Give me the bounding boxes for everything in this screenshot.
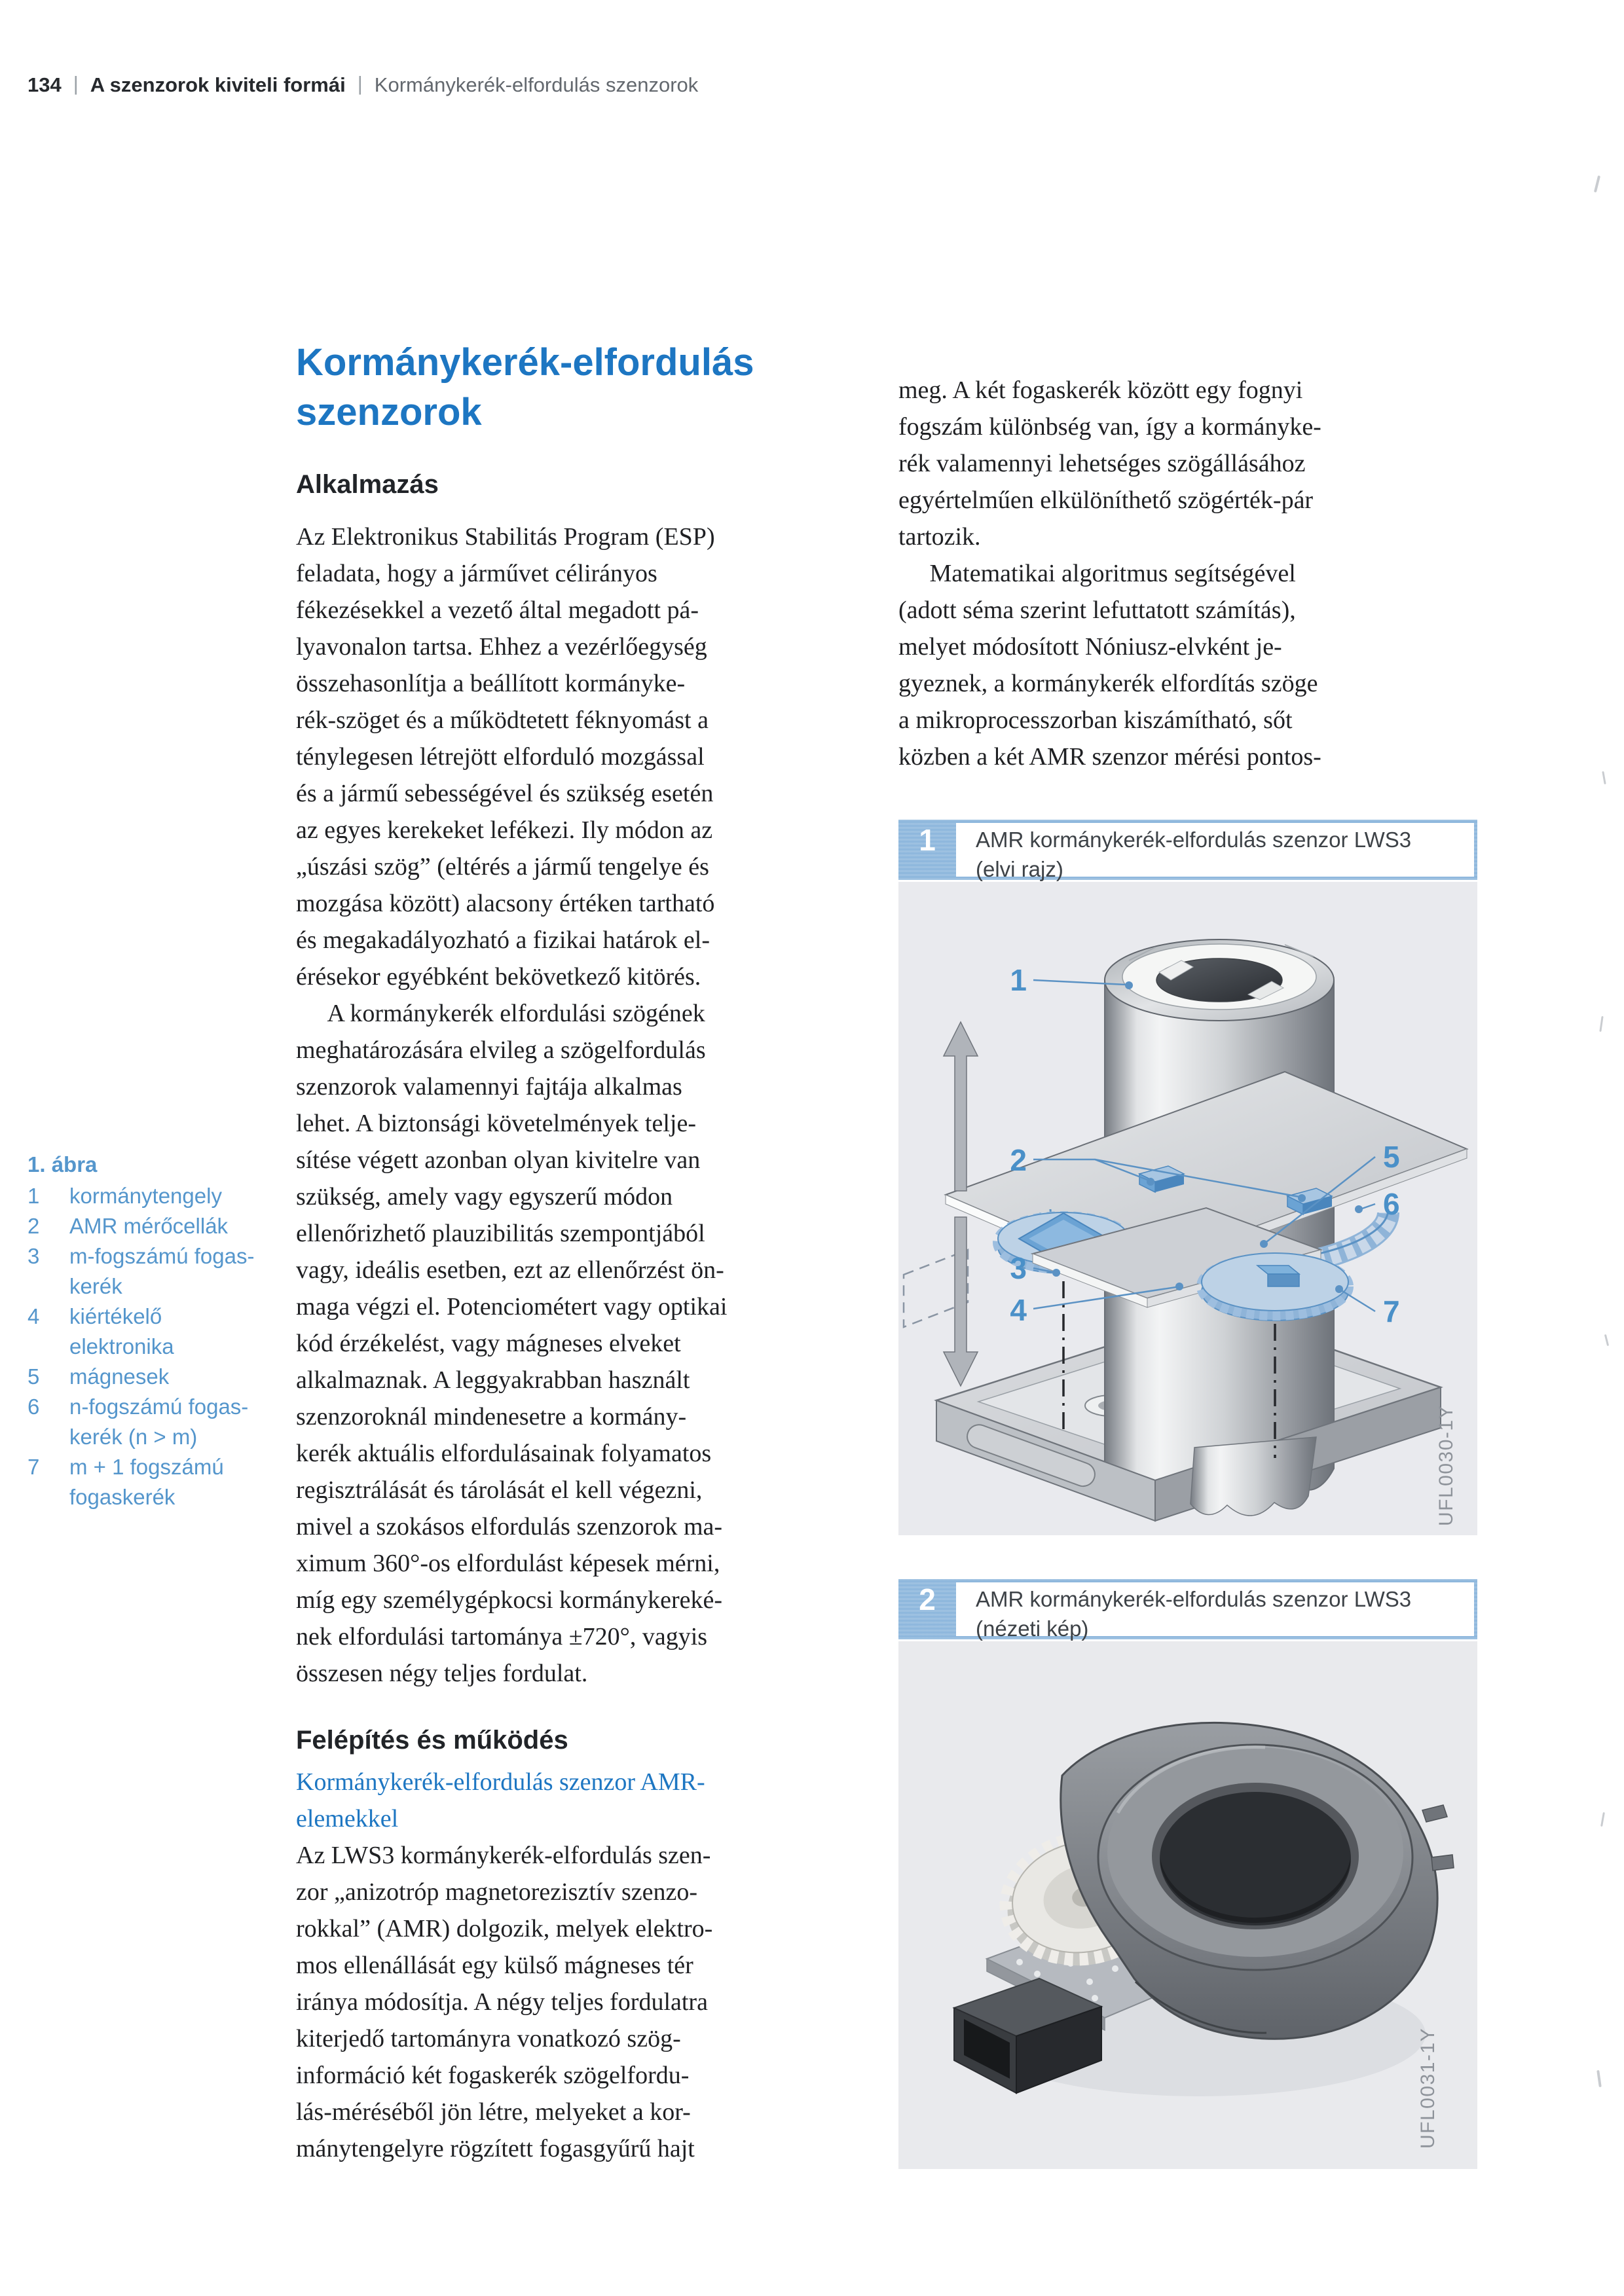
legend-num: 3 [28, 1244, 40, 1268]
legend-item [28, 1241, 283, 1302]
label-2: 2 [1010, 1143, 1027, 1177]
legend-num: 4 [28, 1304, 40, 1328]
header-divider-2: | [357, 72, 363, 95]
legend-item [28, 1211, 283, 1241]
legend-title: 1. ábra [28, 1152, 98, 1176]
section-title: Kormánykerék-elfordulás szenzorok [374, 73, 699, 96]
legend-item [28, 1452, 283, 1512]
figure-2-photo [898, 1579, 1477, 2169]
cylinder-stub [1190, 1437, 1316, 1516]
label-1: 1 [1010, 963, 1027, 997]
label-3: 3 [1010, 1251, 1027, 1285]
figure1-number: 1 [919, 823, 936, 857]
figure2-watermark: UFL0031-1Y [1417, 2027, 1439, 2149]
label-4: 4 [1010, 1293, 1027, 1327]
figure1-legend [28, 1150, 283, 1512]
legend-text: kiértékelő elektronika [69, 1304, 174, 1358]
heading-alkalmazas: Alkalmazás [296, 470, 439, 499]
chapter-title: A szenzorok kiviteli formái [90, 73, 346, 96]
figure1-caption-bar [898, 820, 1477, 880]
figure1-caption: AMR kormánykerék-elfordulás szenzor LWS3 (elvi rajz) [956, 823, 1474, 877]
label-6: 6 [1383, 1187, 1400, 1221]
legend-text: mágnesek [69, 1364, 170, 1389]
page-title: Kormánykerék-elfordulás szenzorok [296, 341, 754, 433]
legend-num: 2 [28, 1214, 40, 1238]
figure2-caption-bar [898, 1579, 1477, 1639]
scan-artifact [1599, 1016, 1603, 1032]
figure2-photo-area [898, 1641, 1477, 2169]
legend-num: 7 [28, 1455, 40, 1479]
subheading-blue: Kormánykerék-elfordulás szenzor AMR- elemekkel [296, 1768, 705, 1832]
label-7: 7 [1383, 1294, 1400, 1328]
scan-artifact [1596, 2070, 1602, 2087]
legend-text: n-fogszámú fogas- kerék (n > m) [69, 1394, 249, 1449]
scan-artifact [1600, 1812, 1605, 1827]
header-divider: | [73, 72, 79, 95]
label-5: 5 [1383, 1140, 1400, 1174]
running-head [28, 73, 698, 97]
legend-item [28, 1302, 283, 1362]
legend-text: m + 1 fogszámú fogaskerék [69, 1455, 224, 1509]
legend-text: kormánytengely [69, 1184, 222, 1208]
top-collar [1105, 939, 1334, 1021]
figure2-caption: AMR kormánykerék-elfordulás szenzor LWS3 (nézeti kép) [956, 1582, 1474, 1636]
legend-text: AMR mérőcellák [69, 1214, 229, 1238]
legend-item [28, 1181, 283, 1211]
scan-artifact [1604, 1334, 1609, 1346]
legend-item [28, 1362, 283, 1392]
figure1-drawing [898, 882, 1477, 1535]
sensor-photo-svg [898, 1641, 1477, 2169]
figure2-number: 2 [919, 1582, 936, 1616]
figure-1-schematic [898, 820, 1477, 1535]
legend-item [28, 1392, 283, 1452]
body-paragraph-lws3: Az LWS3 kormánykerék-elfordulás szen- zor „anizotróp magnetorezisztív szenzo- rokkal” (AMR) dolgozik, melyek elektro- mos ellenállását egy külső mágneses tér iránya módosítja. A négy teljes fordulatra kiterjedő tartományra vonatkozó szög- információ két fogaskerék szögelfordu- lás-méréséből jön létre, melyeket a kor- mánytengelyre rögzített fogasgyűrű hajt [296, 1842, 713, 2162]
heading-felepites: Felépítés és működés [296, 1726, 568, 1755]
schematic-drawing-svg [898, 882, 1477, 1535]
body-paragraphs-left: Az Elektronikus Stabilitás Program (ESP) feladata, hogy a járművet célirányos fékezésekkel a vezető által megadott pá- lyavonalon tartsa. Ehhez a vezérlőegység összehasonlítja a beállított kormányke- rék-szöget és a működtetett féknyomást a ténylegesen létrejött elforduló mozgással és a jármű sebességével és szükség esetén az egyes kerekeket lefékezi. Ily módon az „úszási szög” (eltérés a jármű tengelye és mozgása között) alacsony értéken tartható és megakadályozható a fizikai határok el- érésekor egyébként bekövetkező kitörés. A kormánykerék elfordulási szögének meghatározására elvileg a szögelfordulás szenzorok valamennyi fajtája alkalmas lehet. A biztonsági követelmények telje- sítése végett azonban olyan kivitelre van szükség, amely vagy egyszerű módon ellenőrizhető plauzibilitás szempontjából vagy, ideális esetben, ezt az ellenőrzést ön- maga végzi el. Potenciométert vagy optikai kód érzékelést, vagy mágneses elveket alkalmaznak. A leggyakrabban használt szenzoroknál mindenesetre a kormány- kerék aktuális elfordulásainak folyamatos regisztrálását és tárolását el kell végezni, mivel a szokásos elfordulás szenzorok ma- ximum 360°-os elfordulást képesek mérni, míg egy személygépkocsi kormánykereké- nek elfordulási tartománya ±720°, vagyis összesen négy teljes fordulat. [296, 523, 728, 1687]
scan-artifact [1602, 771, 1606, 784]
gear-m1 [1202, 1253, 1348, 1321]
page-number: 134 [28, 73, 62, 96]
body-paragraph-right: meg. A két fogaskerék között egy fognyi fogszám különbség van, így a kormányke- rék valamennyi lehetséges szögállásához egyértelműen elkülöníthető szögérték-pár tartozik. Matematikai algoritmus segítségével (adott séma szerint lefuttatott számítás), melyet módosított Nóniusz-elvként je- gyeznek, a kormánykerék elfordítás szöge a mikroprocesszorban kiszámítható, sőt közben a két AMR szenzor mérési pontos- [898, 376, 1321, 771]
legend-num: 1 [28, 1184, 40, 1208]
scan-artifact [1594, 175, 1600, 192]
legend-text: m-fogszámú fogas- kerék [69, 1244, 255, 1298]
figure1-watermark: UFL0030-1Y [1435, 1404, 1457, 1526]
legend-num: 5 [28, 1364, 40, 1389]
legend-num: 6 [28, 1394, 40, 1419]
